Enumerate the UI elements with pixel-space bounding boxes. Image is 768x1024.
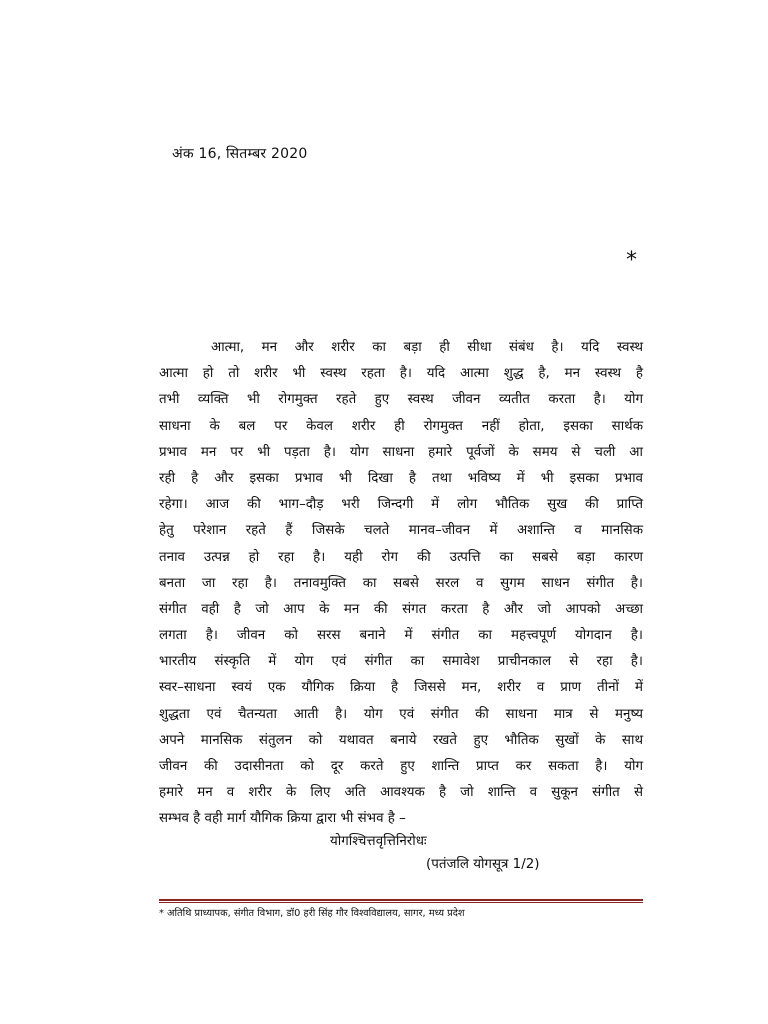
paragraph-line: भारतीय संस्कृति में योग एवं संगीत का समावेश प्राचीनकाल से रहा है। [159, 654, 643, 670]
paragraph-line: साधना के बल पर केवल शरीर ही रोगमुक्त नहीं होता, इसका सार्थक [159, 418, 643, 434]
paragraph-line: आत्मा हो तो शरीर भी स्वस्थ रहता है। यदि आत्मा शुद्ध है, मन स्वस्थ है [159, 366, 643, 382]
sutra-citation: (पतंजलि योगसूत्र 1/2) [426, 857, 540, 872]
paragraph-line: हेतु परेशान रहते हैं जिसके चलते मानव–जीवन में अशान्ति व मानसिक [159, 523, 643, 539]
author-footnote: * अतिथि प्राध्यापक, संगीत विभाग, डॉ0 हरी सिंह गौर विश्वविद्यालय, सागर, मध्य प्रदेश [159, 908, 465, 919]
footnote-divider [159, 899, 643, 903]
paragraph-line: प्रभाव मन पर भी पड़ता है। योग साधना हमारे पूर्वजों के समय से चली आ [159, 444, 643, 460]
footnote-marker: * [626, 248, 637, 273]
paragraph-line: तभी व्यक्ति भी रोगमुक्त रहते हुए स्वस्थ जीवन व्यतीत करता है। योग [159, 392, 643, 408]
paragraph-line: बनता जा रहा है। तनावमुक्ति का सबसे सरल व सुगम साधन संगीत है। [159, 575, 643, 591]
paragraph-line: हमारे मन व शरीर के लिए अति आवश्यक है जो शान्ति व सुकून संगीत से [159, 785, 643, 801]
body-paragraph [159, 335, 643, 833]
paragraph-line: अपने मानसिक संतुलन को यथावत बनाये रखते हुए भौतिक सुखों के साथ [159, 732, 643, 748]
paragraph-line: रही है और इसका प्रभाव भी दिखा है तथा भविष्य में भी इसका प्रभाव [159, 470, 643, 486]
paragraph-line: शुद्धता एवं चैतन्यता आती है। योग एवं संगीत की साधना मात्र से मनुष्य [159, 706, 643, 722]
paragraph-line: स्वर–साधना स्वयं एक यौगिक क्रिया है जिससे मन, शरीर व प्राण तीनों में [159, 680, 643, 696]
issue-header: अंक 16, सितम्बर 2020 [172, 146, 308, 162]
paragraph-line: तनाव उत्पन्न हो रहा है। यही रोग की उत्पत्ति का सबसे बड़ा कारण [159, 549, 643, 565]
paragraph-line: संगीत वही है जो आप के मन की संगत करता है और जो आपको अच्छा [159, 601, 643, 617]
paragraph-line: आत्मा, मन और शरीर का बड़ा ही सीधा संबंध है। यदि स्वस्थ [211, 340, 643, 355]
paragraph-line: लगता है। जीवन को सरस बनाने में संगीत का महत्त्वपूर्ण योगदान है। [159, 628, 643, 644]
sutra-verse: योगश्चित्तवृत्तिनिरोधः [330, 834, 427, 849]
paragraph-line: जीवन की उदासीनता को दूर करते हुए शान्ति प्राप्त कर सकता है। योग [159, 759, 643, 774]
paragraph-line: सम्भव है वही मार्ग यौगिक क्रिया द्वारा भी संभव है – [159, 811, 406, 827]
paragraph-line: रहेगा। आज की भाग–दौड़ भरी जिन्दगी में लोग भौतिक सुख की प्राप्ति [159, 497, 643, 513]
